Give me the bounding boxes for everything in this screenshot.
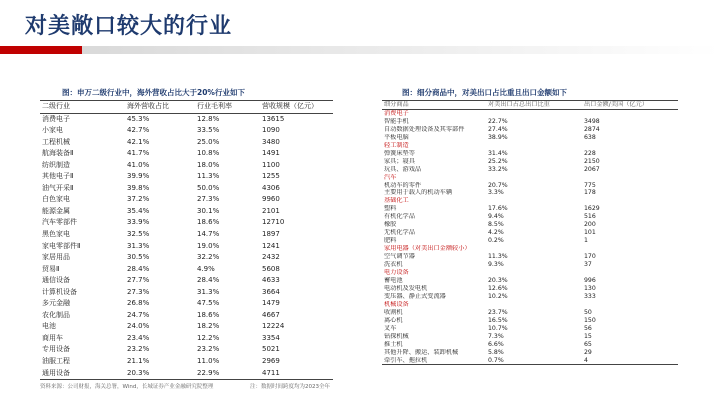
table-cell: 通用设备: [40, 368, 125, 380]
industry-table-header: [40, 101, 333, 114]
table-cell: 10.8%: [197, 149, 220, 158]
title-underline: [0, 46, 719, 54]
table-cell: 其他电子Ⅱ: [42, 172, 74, 181]
table-cell: 弹簧床垫等: [384, 149, 415, 157]
table-row: [382, 277, 678, 285]
column-header: 对美出口占总出口比重: [486, 101, 582, 110]
table-row: [40, 310, 333, 322]
table-cell: 12.6%: [488, 284, 508, 292]
table-cell: 电池: [42, 322, 56, 331]
category-row: [382, 245, 678, 253]
table-cell: 6.6%: [488, 340, 504, 348]
table-cell: 收割机: [384, 308, 403, 316]
table-cell: 空气调节器: [384, 253, 415, 261]
table-cell: 4667: [262, 310, 280, 319]
category-label: 基础化工: [384, 197, 409, 205]
table-cell: 计算机设备: [42, 287, 77, 296]
table-cell: 29: [584, 348, 592, 356]
table-cell: 11.0%: [197, 357, 220, 366]
column-header: 海外营收占比: [125, 101, 195, 114]
table-cell: 11.3%: [488, 253, 508, 261]
table-cell: 31.3%: [127, 241, 150, 250]
table-cell: 家具；寝具: [384, 157, 415, 165]
table-cell: 22.9%: [195, 368, 260, 380]
table-row: [382, 118, 678, 126]
table-cell: 9.4%: [488, 213, 504, 221]
table-cell: 有机化学品: [384, 213, 415, 221]
table-cell: 5021: [262, 345, 280, 354]
table-cell: 变压器、静止式变流器: [384, 292, 446, 300]
table-cell: 工程机械: [42, 137, 70, 146]
table-cell: 2101: [262, 206, 280, 215]
table-cell: 推土机: [384, 340, 403, 348]
table-row: [382, 349, 678, 357]
table-cell: 自动数据处理设备及其零部件: [384, 125, 465, 133]
table-row: [382, 126, 678, 134]
table-row: [382, 253, 678, 261]
title-underline-accent: [0, 46, 82, 54]
table-row: [40, 125, 333, 137]
table-cell: 2969: [262, 357, 280, 366]
table-cell: 平板电脑: [384, 133, 409, 141]
table-cell: 12.2%: [197, 333, 220, 342]
table-cell: 178: [584, 189, 596, 197]
table-cell: 多元金融: [42, 299, 70, 308]
table-cell: 能源金属: [42, 206, 70, 215]
product-table-header: [382, 101, 678, 110]
table-cell: 离心机: [384, 316, 403, 324]
table-cell: 3354: [262, 333, 280, 342]
table-cell: 10.7%: [488, 324, 508, 332]
table-row: [40, 264, 333, 276]
table-cell: 橡胶: [384, 221, 397, 229]
table-row: [40, 183, 333, 195]
table-row: [40, 194, 333, 206]
table-cell: 37: [584, 261, 592, 269]
table-row: [382, 205, 678, 213]
table-cell: 汽车零部件: [42, 218, 77, 227]
table-cell: 28.4%: [127, 264, 150, 273]
table-row: [382, 309, 678, 317]
table-cell: 1255: [262, 172, 280, 181]
table-cell: 47.5%: [197, 299, 220, 308]
table-cell: 23.2%: [197, 345, 220, 354]
table-cell: 洗衣机: [384, 261, 403, 269]
table-cell: 20.7%: [488, 181, 508, 189]
table-cell: 56: [584, 324, 592, 332]
table-cell: 32.5%: [127, 230, 150, 239]
table-cell: 油气开采Ⅱ: [42, 183, 74, 192]
table-cell: 27.3%: [197, 195, 220, 204]
table-cell: 41.7%: [127, 149, 150, 158]
category-row: [382, 142, 678, 150]
table-cell: 专用设备: [42, 345, 70, 354]
table-cell: 50.0%: [197, 183, 220, 192]
table-cell: 19.0%: [197, 241, 220, 250]
table-row: [382, 150, 678, 158]
table-cell: 5.8%: [488, 348, 504, 356]
table-cell: 贸易Ⅱ: [42, 264, 60, 273]
table-row: [40, 148, 333, 160]
table-cell: 11.3%: [197, 172, 220, 181]
table-cell: 24.0%: [127, 322, 150, 331]
table-cell: 1090: [262, 126, 280, 135]
table-cell: 50: [584, 308, 592, 316]
table-cell: 45.3%: [127, 114, 150, 123]
table-cell: 20.3%: [488, 276, 508, 284]
right-table-caption: 图：细分商品中，对美出口占比重且出口金额如下: [402, 88, 567, 97]
table-cell: 农化制品: [42, 310, 70, 319]
table-row: [382, 325, 678, 333]
table-cell: 4.2%: [488, 229, 504, 237]
category-label: 消费电子: [384, 109, 409, 117]
table-cell: 4: [582, 357, 678, 365]
table-row: [382, 189, 678, 197]
table-row: [382, 341, 678, 349]
table-cell: 33.5%: [197, 126, 220, 135]
category-row: [382, 174, 678, 182]
table-cell: 7.3%: [488, 332, 504, 340]
table-row: [382, 229, 678, 237]
time-note: 注：数据时间跨度均为2023全年: [250, 384, 330, 390]
table-cell: 228: [584, 149, 596, 157]
table-cell: 塑料: [384, 205, 397, 213]
column-header: 细分商品: [382, 101, 486, 110]
table-cell: 3664: [262, 287, 280, 296]
column-header: 出口金额/美国（亿元）: [582, 101, 678, 110]
category-label: 电力设备: [384, 269, 409, 277]
table-cell: 1241: [262, 241, 280, 250]
table-cell: 4306: [262, 183, 280, 192]
table-cell: 27.7%: [127, 276, 150, 285]
table-cell: 叉车: [384, 324, 397, 332]
table-cell: 130: [584, 284, 596, 292]
table-cell: 33.2%: [488, 165, 508, 173]
table-cell: 钻探机械: [384, 332, 409, 340]
table-cell: 18.2%: [197, 322, 220, 331]
table-row: [382, 221, 678, 229]
table-row: [382, 357, 678, 365]
table-cell: 22.7%: [488, 117, 508, 125]
left-table-caption: 图：申万二级行业中，海外营收占比大于20%行业如下: [62, 88, 245, 97]
table-cell: 2432: [262, 253, 280, 262]
table-row: [40, 160, 333, 172]
table-cell: 170: [584, 253, 596, 261]
category-label: 轻工制造: [384, 141, 409, 149]
table-row: [382, 182, 678, 190]
table-cell: 1100: [262, 160, 280, 169]
table-cell: 18.0%: [197, 160, 220, 169]
table-cell: 31.4%: [488, 149, 508, 157]
table-cell: 航海装备Ⅱ: [42, 149, 74, 158]
product-table: [382, 100, 678, 365]
table-cell: 小家电: [42, 126, 63, 135]
category-label: 机械设备: [384, 300, 409, 308]
table-cell: 39.8%: [127, 183, 150, 192]
table-cell: 638: [584, 133, 596, 141]
table-cell: 30.1%: [197, 206, 220, 215]
table-row: [40, 333, 333, 345]
table-cell: 516: [584, 213, 596, 221]
table-row: [40, 298, 333, 310]
column-header: 行业毛利率: [195, 101, 260, 114]
table-cell: 27.4%: [488, 125, 508, 133]
column-header: 营收规模（亿元）: [260, 101, 333, 114]
table-row: [40, 321, 333, 333]
table-cell: 1897: [262, 230, 280, 239]
table-row: [382, 293, 678, 301]
table-row: [40, 344, 333, 356]
table-cell: 42.7%: [127, 126, 150, 135]
table-cell: 21.1%: [127, 357, 150, 366]
table-cell: 油服工程: [42, 357, 70, 366]
table-row: [40, 252, 333, 264]
table-cell: 3.3%: [488, 189, 504, 197]
table-cell: 14.7%: [197, 230, 220, 239]
table-cell: 12224: [262, 322, 285, 331]
table-cell: 4633: [262, 276, 280, 285]
table-cell: 1629: [584, 205, 600, 213]
table-row: [382, 166, 678, 174]
table-cell: 2067: [584, 165, 600, 173]
table-cell: 37.2%: [127, 195, 150, 204]
table-cell: 12710: [262, 218, 285, 227]
table-row: [40, 229, 333, 241]
category-row: [382, 109, 678, 117]
table-row: [40, 206, 333, 218]
table-cell: 24.7%: [127, 310, 150, 319]
table-cell: 200: [584, 221, 596, 229]
table-cell: 玩具、游戏品: [384, 165, 422, 173]
table-row: [40, 217, 333, 229]
table-cell: 13615: [262, 114, 285, 123]
table-cell: 23.4%: [127, 333, 150, 342]
industry-table: [40, 100, 333, 380]
table-cell: 2874: [584, 125, 600, 133]
table-cell: 5608: [262, 264, 280, 273]
table-cell: 3480: [262, 137, 280, 146]
table-cell: 通信设备: [42, 276, 70, 285]
page-title: 对美敞口较大的行业: [25, 14, 233, 39]
table-cell: 1: [584, 237, 588, 245]
table-cell: 9960: [262, 195, 280, 204]
category-row: [382, 301, 678, 309]
table-cell: 18.6%: [197, 310, 220, 319]
table-cell: 智能手机: [384, 117, 409, 125]
table-cell: 白色家电: [42, 195, 70, 204]
table-cell: 27.3%: [127, 287, 150, 296]
table-cell: 32.2%: [197, 253, 220, 262]
source-note: 资料来源：公司财报，海关总署，Wind，长城证券产业金融研究院整理: [40, 384, 214, 390]
table-cell: 0.7%: [486, 357, 582, 365]
table-row: [382, 237, 678, 245]
table-cell: 1479: [262, 299, 280, 308]
table-cell: 101: [584, 229, 596, 237]
table-cell: 2150: [584, 157, 600, 165]
table-cell: 8.5%: [488, 221, 504, 229]
table-row: [382, 317, 678, 325]
table-cell: 机动车的零件: [384, 181, 422, 189]
table-cell: 肥料: [384, 237, 397, 245]
table-row: [40, 287, 333, 299]
table-cell: 15: [584, 332, 592, 340]
table-cell: 纺织制造: [42, 160, 70, 169]
table-cell: 25.0%: [197, 137, 220, 146]
table-cell: 31.3%: [197, 287, 220, 296]
category-row: [382, 269, 678, 277]
table-row: [40, 171, 333, 183]
table-cell: 42.1%: [127, 137, 150, 146]
table-cell: 28.4%: [197, 276, 220, 285]
table-row: [382, 213, 678, 221]
table-cell: 65: [584, 340, 592, 348]
table-cell: 3498: [584, 117, 600, 125]
category-row: [382, 197, 678, 205]
table-row: [40, 275, 333, 287]
column-header: 二级行业: [40, 101, 125, 114]
table-cell: 26.8%: [127, 299, 150, 308]
table-cell: 18.6%: [197, 218, 220, 227]
table-cell: 16.5%: [488, 316, 508, 324]
table-cell: 775: [584, 181, 596, 189]
table-cell: 35.4%: [127, 206, 150, 215]
table-cell: 33.9%: [127, 218, 150, 227]
table-cell: 黑色家电: [42, 230, 70, 239]
table-cell: 38.9%: [488, 133, 508, 141]
table-cell: 消费电子: [42, 114, 70, 123]
table-row: [382, 333, 678, 341]
table-cell: 9.3%: [488, 261, 504, 269]
table-cell: 商用车: [42, 333, 63, 342]
table-cell: 150: [584, 316, 596, 324]
table-cell: 23.7%: [488, 308, 508, 316]
table-row: [40, 368, 333, 380]
table-cell: 23.2%: [127, 345, 150, 354]
table-cell: 电动机及发电机: [384, 284, 428, 292]
table-cell: 20.3%: [125, 368, 195, 380]
category-label: 家用电器（对美出口金额较小）: [384, 245, 471, 253]
table-row: [40, 241, 333, 253]
table-row: [40, 113, 333, 125]
table-cell: 25.2%: [488, 157, 508, 165]
table-cell: 无机化学品: [384, 229, 415, 237]
table-row: [382, 285, 678, 293]
table-cell: 其他升降、搬运、装卸机械: [384, 348, 459, 356]
table-cell: 17.6%: [488, 205, 508, 213]
table-cell: 主要用于载人的机动车辆: [384, 189, 453, 197]
table-cell: 0.2%: [488, 237, 504, 245]
table-row: [40, 356, 333, 368]
category-label: 汽车: [384, 173, 397, 181]
table-row: [40, 137, 333, 149]
table-cell: 家居用品: [42, 253, 70, 262]
table-cell: 4711: [260, 368, 333, 380]
table-cell: 10.2%: [488, 292, 508, 300]
table-cell: 牵引车、拖拉机: [382, 357, 486, 365]
table-cell: 1491: [262, 149, 280, 158]
table-row: [382, 158, 678, 166]
table-cell: 12.8%: [197, 114, 220, 123]
table-cell: 333: [584, 292, 596, 300]
table-cell: 蓄电池: [384, 276, 403, 284]
table-cell: 家电零部件Ⅱ: [42, 241, 81, 250]
table-row: [382, 261, 678, 269]
table-row: [382, 134, 678, 142]
table-cell: 4.9%: [197, 264, 215, 273]
title-underline-fade: [82, 46, 719, 54]
table-cell: 41.0%: [127, 160, 150, 169]
table-cell: 39.9%: [127, 172, 150, 181]
table-cell: 30.5%: [127, 253, 150, 262]
table-cell: 996: [584, 276, 596, 284]
